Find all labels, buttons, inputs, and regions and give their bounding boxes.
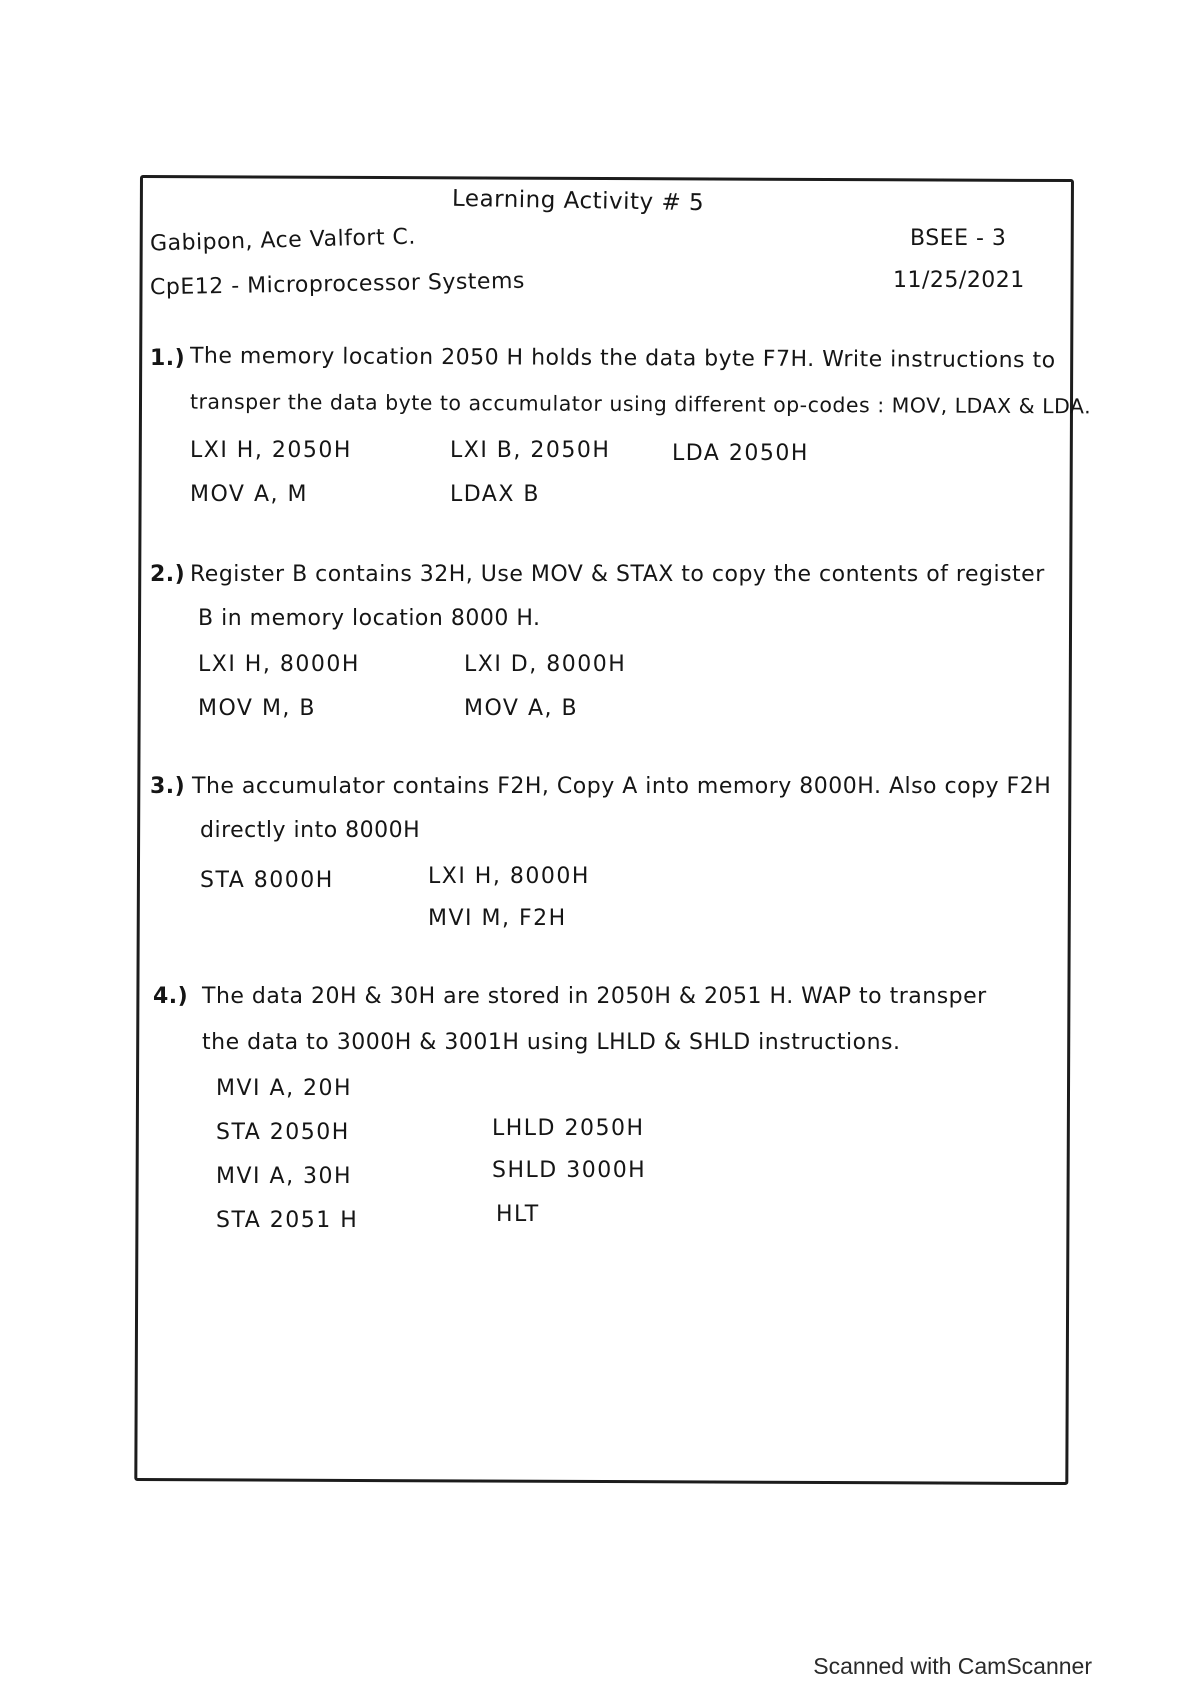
question-1-line-1: The memory location 2050 H holds the data byte F7H. Write instructions to <box>189 343 1056 374</box>
question-3-code: LXI H, 8000H <box>428 864 590 889</box>
question-4-code: STA 2050H <box>216 1120 350 1145</box>
question-3-code: STA 8000H <box>200 868 334 893</box>
question-3-number: 3.) <box>150 774 186 799</box>
activity-title: Learning Activity # 5 <box>451 185 705 217</box>
question-2-number: 2.) <box>150 562 186 587</box>
question-1-code: LDAX B <box>450 482 541 507</box>
question-2-code: LXI D, 8000H <box>464 652 627 677</box>
question-4-line-2: the data to 3000H & 3001H using LHLD & SHLD instructions. <box>202 1030 901 1055</box>
course-name: CpE12 - Microprocessor Systems <box>149 268 526 301</box>
question-3-line-1: The accumulator contains F2H, Copy A into memory 8000H. Also copy F2H <box>192 774 1052 799</box>
question-2-line-2: B in memory location 8000 H. <box>198 606 541 631</box>
question-3-code: MVI M, F2H <box>428 906 567 931</box>
date-label: 11/25/2021 <box>893 268 1025 293</box>
question-1-code: LDA 2050H <box>672 441 809 466</box>
question-4-code: STA 2051 H <box>216 1208 359 1233</box>
question-4-code: SHLD 3000H <box>492 1158 647 1183</box>
student-name: Gabipon, Ace Valfort C. <box>149 224 417 257</box>
question-4-line-1: The data 20H & 30H are stored in 2050H & 2051 H. WAP to transper <box>202 984 987 1009</box>
question-2-code: MOV M, B <box>198 696 317 721</box>
section-label: BSEE - 3 <box>910 226 1007 251</box>
question-4-code: MVI A, 30H <box>216 1164 353 1189</box>
question-4-code: HLT <box>496 1202 540 1227</box>
question-2-line-1: Register B contains 32H, Use MOV & STAX to copy the contents of register <box>190 562 1045 587</box>
question-3-line-2: directly into 8000H <box>200 818 421 843</box>
question-4-code: LHLD 2050H <box>492 1116 645 1141</box>
question-2-code: MOV A, B <box>464 696 579 721</box>
question-4-number: 4.) <box>153 984 189 1009</box>
question-1-line-2: transper the data byte to accumulator using different op-codes : MOV, LDAX & LDA. <box>189 389 1092 419</box>
question-1-code: LXI H, 2050H <box>190 438 352 463</box>
question-1-code: MOV A, M <box>190 482 308 507</box>
question-1-code: LXI B, 2050H <box>450 438 611 463</box>
question-2-code: LXI H, 8000H <box>198 652 360 677</box>
question-4-code: MVI A, 20H <box>216 1076 353 1101</box>
question-1-number: 1.) <box>150 346 186 371</box>
camscanner-stamp: Scanned with CamScanner <box>813 1653 1092 1679</box>
